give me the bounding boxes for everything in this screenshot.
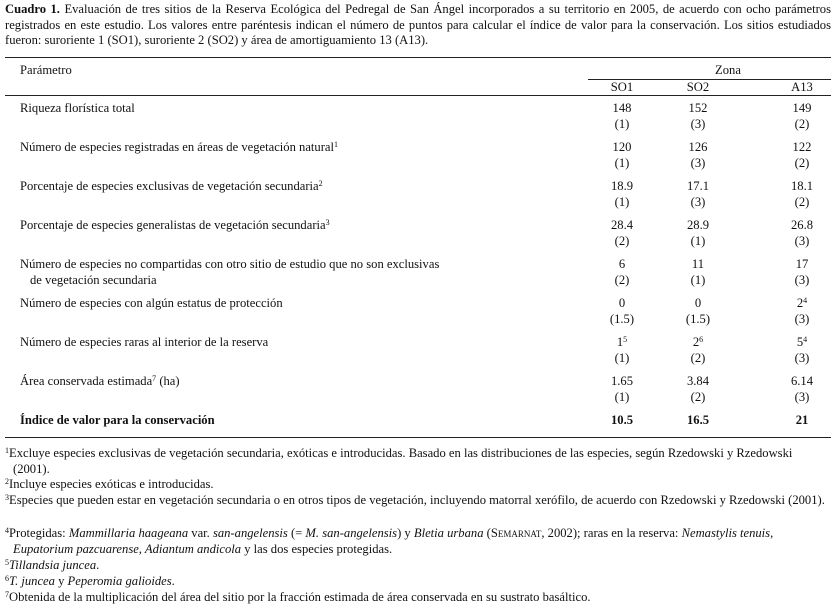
zone-column-header: Zona <box>715 63 741 77</box>
species-name: Bletia urbana <box>413 526 484 540</box>
species-name: Peperomia galioides <box>67 574 172 588</box>
footnote-ref: 4 <box>803 296 808 305</box>
points-so2: (2) <box>690 351 706 365</box>
row-label-text: Número de especies registradas en áreas de vegetación natural <box>20 140 334 154</box>
footnote-3 <box>5 493 827 509</box>
row-label <box>20 218 330 233</box>
footnote-text: . <box>96 558 100 572</box>
value-number: 1 <box>616 335 624 349</box>
row-label-text: Número de especies raras al interior de la reserva <box>20 335 269 349</box>
points-so2: (1) <box>690 273 706 287</box>
value-so1: 0 <box>618 296 626 310</box>
footnote-number: 3 <box>5 493 9 502</box>
row-label <box>20 335 268 350</box>
value-a13: 122 <box>792 140 812 154</box>
footnote-text: ) y <box>397 526 414 540</box>
value-so2: 0 <box>694 296 702 310</box>
value-so2: 28.9 <box>686 218 710 232</box>
points-a13: (3) <box>794 312 810 326</box>
value-so2: 126 <box>688 140 708 154</box>
value-number: 2 <box>796 296 804 310</box>
citation-author: Semarnat <box>490 526 542 540</box>
points-a13: (2) <box>794 117 810 131</box>
footnote-6 <box>5 574 827 590</box>
points-a13: (3) <box>794 351 810 365</box>
row-label-text: Área conservada estimada <box>20 374 153 388</box>
column-header-a13: A13 <box>791 80 813 94</box>
species-name: M. san-angelensis <box>305 526 398 540</box>
footnote-ref: 2 <box>318 179 323 188</box>
footnote-text: Especies que pueden estar en vegetación secundaria o en otros tipos de vegetación, incluyendo matorral xerófilo, de acuerdo con Rzedowski y Rzedowski (2001). <box>9 493 825 507</box>
footnote-text: . <box>171 574 175 588</box>
total-row-label: Índice de valor para la conservación <box>20 413 215 427</box>
value-a13: 149 <box>792 101 812 115</box>
footnote-1 <box>5 446 827 477</box>
points-so1: (1.5) <box>609 312 635 326</box>
value-a13: 26.8 <box>790 218 814 232</box>
points-so1: (1) <box>614 351 630 365</box>
value-so2: 17.1 <box>686 179 710 193</box>
footnote-ref: 3 <box>325 218 330 227</box>
footnote-ref: 6 <box>699 335 704 344</box>
points-a13: (3) <box>794 390 810 404</box>
value-number: 2 <box>692 335 700 349</box>
row-label-continuation: de vegetación secundaria <box>30 273 157 287</box>
footnote-ref: 7 <box>152 374 157 383</box>
footnote-number: 4 <box>5 526 9 535</box>
footnote-number: 7 <box>5 590 9 599</box>
value-so1 <box>592 335 652 350</box>
footnote-ref: 4 <box>803 335 808 344</box>
points-so1: (1) <box>614 195 630 209</box>
footnote-ref: 1 <box>334 140 338 149</box>
points-so2: (1.5) <box>685 312 711 326</box>
value-a13: 18.1 <box>790 179 814 193</box>
table-top-rule <box>5 57 831 58</box>
value-so2: 3.84 <box>686 374 710 388</box>
row-label-text: Riqueza florística total <box>20 101 135 115</box>
caption-label: Cuadro 1. <box>5 2 60 16</box>
value-a13 <box>772 335 832 350</box>
value-number: 5 <box>796 335 804 349</box>
footnote-text: var. <box>188 526 213 540</box>
footnote-number: 1 <box>5 446 9 455</box>
species-name: T. juncea <box>9 574 55 588</box>
points-a13: (2) <box>794 156 810 170</box>
points-so2: (3) <box>690 117 706 131</box>
points-so2: (3) <box>690 156 706 170</box>
species-name: san-angelensis <box>212 526 288 540</box>
row-label <box>20 374 180 389</box>
value-a13 <box>772 296 832 311</box>
footnote-ref: 5 <box>623 335 628 344</box>
value-so2: 152 <box>688 101 708 115</box>
total-so2: 16.5 <box>686 413 710 427</box>
footnote-text: Incluye especies exóticas e introducidas. <box>9 477 214 491</box>
row-label <box>20 257 439 272</box>
footnote-number: 2 <box>5 477 9 486</box>
points-so1: (1) <box>614 390 630 404</box>
value-so1: 6 <box>618 257 626 271</box>
footnote-4 <box>5 526 827 557</box>
points-so2: (2) <box>690 390 706 404</box>
footnote-text: y las dos especies protegidas. <box>241 541 393 556</box>
table-header-rule <box>5 95 831 96</box>
row-label <box>20 140 338 155</box>
species-name: Tillandsia juncea <box>9 558 97 572</box>
row-label <box>20 296 283 311</box>
value-so2 <box>668 335 728 350</box>
points-a13: (3) <box>794 273 810 287</box>
table-bottom-rule <box>5 437 831 438</box>
footnote-text: (= <box>287 526 306 540</box>
points-so1: (1) <box>614 117 630 131</box>
value-so1: 120 <box>612 140 632 154</box>
value-a13: 17 <box>795 257 809 271</box>
total-so1: 10.5 <box>610 413 634 427</box>
value-so1: 28.4 <box>610 218 634 232</box>
row-label-text: Porcentaje de especies generalistas de vegetación secundaria <box>20 218 326 232</box>
row-label <box>20 179 323 194</box>
caption-text: Evaluación de tres sitios de la Reserva Ecológica del Pedregal de San Ángel incorporados a su territorio en 2005, de acuerdo con ocho parámetros registrados en este estudio. Los valores entre paréntesis indican el número de puntos para calcular el índice de valor para la conservación. Los sitios estudiados fueron: suroriente 1 (SO1), suroriente 2 (SO2) y área de amortiguamiento 13 (A13). <box>5 2 832 47</box>
value-so1: 18.9 <box>610 179 634 193</box>
value-so1: 148 <box>612 101 632 115</box>
footnote-7 <box>5 590 827 606</box>
footnote-number: 6 <box>5 574 9 583</box>
footnote-text: Obtenida de la multiplicación del área del sitio por la fracción estimada de área conservada en su sustrato basáltico. <box>9 590 591 604</box>
footnote-5 <box>5 558 827 574</box>
footnote-text: y <box>54 574 68 588</box>
points-a13: (3) <box>794 234 810 248</box>
footnote-text: Protegidas: <box>9 526 69 540</box>
table-caption <box>5 2 831 49</box>
column-header-so1: SO1 <box>610 80 634 94</box>
footnote-text: ( <box>483 526 491 540</box>
row-label-text: Número de especies con algún estatus de protección <box>20 296 283 310</box>
value-so1: 1.65 <box>610 374 634 388</box>
row-label-unit: (ha) <box>156 374 180 388</box>
points-so1: (1) <box>614 156 630 170</box>
footnote-2 <box>5 477 827 493</box>
row-label-text: Número de especies no compartidas con otro sitio de estudio que no son exclusivas <box>20 257 440 271</box>
footnote-text: Excluye especies exclusivas de vegetación secundaria, exóticas e introducidas. Basado en las distribuciones de las especies, según Rzedowski y Rzedowski (2001). <box>9 446 793 476</box>
value-a13: 6.14 <box>790 374 814 388</box>
row-label <box>20 101 135 116</box>
species-name: Mammillaria haageana <box>68 526 189 540</box>
footnote-text: , 2002); raras en la reserva: <box>541 526 682 540</box>
column-header-so2: SO2 <box>686 80 710 94</box>
parameter-column-header: Parámetro <box>20 63 72 77</box>
total-a13: 21 <box>795 413 809 427</box>
row-label-text: Porcentaje de especies exclusivas de vegetación secundaria <box>20 179 319 193</box>
species-name: Nemastylis tenuis, Eupatorium pazcuarense, Adiantum andicola <box>13 526 774 556</box>
points-a13: (2) <box>794 195 810 209</box>
points-so1: (2) <box>614 273 630 287</box>
footnote-number: 5 <box>5 558 9 567</box>
points-so2: (3) <box>690 195 706 209</box>
value-so2: 11 <box>691 257 705 271</box>
points-so2: (1) <box>690 234 706 248</box>
points-so1: (2) <box>614 234 630 248</box>
